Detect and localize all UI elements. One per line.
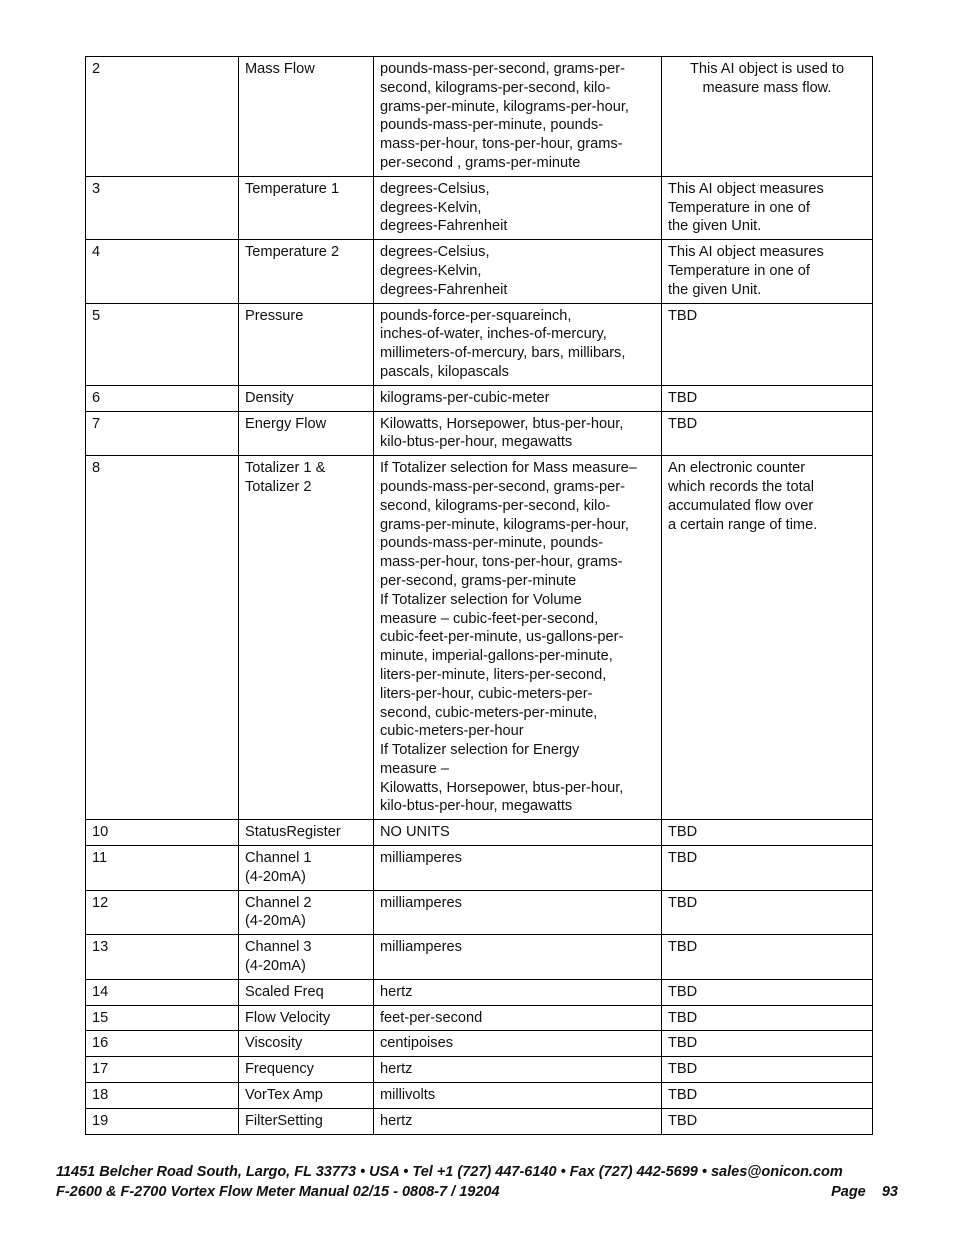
footer-address	[56, 1163, 898, 1181]
object-id-cell: 19	[86, 1108, 239, 1134]
analog-input-table	[85, 56, 873, 1135]
table-row	[86, 1057, 873, 1083]
object-name-cell: Channel 1 (4-20mA)	[239, 846, 374, 891]
table-row	[86, 1005, 873, 1031]
table-body	[86, 57, 873, 1135]
table-row	[86, 456, 873, 820]
table-row	[86, 846, 873, 891]
table-row	[86, 890, 873, 935]
table-row	[86, 820, 873, 846]
object-name-cell: StatusRegister	[239, 820, 374, 846]
units-cell: degrees-Celsius, degrees-Kelvin, degrees-Fahrenheit	[374, 176, 662, 239]
table-row	[86, 385, 873, 411]
object-id-cell: 16	[86, 1031, 239, 1057]
object-name-cell: FilterSetting	[239, 1108, 374, 1134]
object-name-cell: Scaled Freq	[239, 979, 374, 1005]
page-number: Page 93	[831, 1184, 898, 1200]
description-cell: This AI object is used to measure mass flow.	[662, 57, 873, 177]
object-id-cell: 8	[86, 456, 239, 820]
units-cell: kilograms-per-cubic-meter	[374, 385, 662, 411]
table-row	[86, 1031, 873, 1057]
description-cell: TBD	[662, 1031, 873, 1057]
units-cell: NO UNITS	[374, 820, 662, 846]
table-row	[86, 1108, 873, 1134]
description-cell: TBD	[662, 1057, 873, 1083]
units-cell: feet-per-second	[374, 1005, 662, 1031]
units-cell: milliamperes	[374, 935, 662, 980]
description-cell: TBD	[662, 1108, 873, 1134]
object-id-cell: 10	[86, 820, 239, 846]
table-row	[86, 1083, 873, 1109]
units-cell: milliamperes	[374, 890, 662, 935]
object-id-cell: 15	[86, 1005, 239, 1031]
units-cell: Kilowatts, Horsepower, btus-per-hour, kilo-btus-per-hour, megawatts	[374, 411, 662, 456]
units-cell: hertz	[374, 979, 662, 1005]
object-id-cell: 11	[86, 846, 239, 891]
description-cell: This AI object measures Temperature in one of the given Unit.	[662, 240, 873, 303]
units-cell: pounds-force-per-squareinch, inches-of-water, inches-of-mercury, millimeters-of-mercury, bars, millibars, pascals, kilopascals	[374, 303, 662, 385]
object-id-cell: 2	[86, 57, 239, 177]
object-name-cell: Viscosity	[239, 1031, 374, 1057]
manual-title: F-2600 & F-2700 Vortex Flow Meter Manual 02/15 - 0808-7 / 19204	[56, 1184, 500, 1200]
table-row	[86, 176, 873, 239]
table-row	[86, 411, 873, 456]
description-cell: TBD	[662, 820, 873, 846]
description-cell: TBD	[662, 1083, 873, 1109]
description-cell: An electronic counter which records the total accumulated flow over a certain range of time.	[662, 456, 873, 820]
object-name-cell: Pressure	[239, 303, 374, 385]
table-row	[86, 935, 873, 980]
object-id-cell: 13	[86, 935, 239, 980]
units-cell: hertz	[374, 1057, 662, 1083]
object-name-cell: VorTex Amp	[239, 1083, 374, 1109]
table-row	[86, 303, 873, 385]
description-cell: TBD	[662, 846, 873, 891]
description-cell: TBD	[662, 1005, 873, 1031]
units-cell: milliamperes	[374, 846, 662, 891]
units-cell: degrees-Celsius, degrees-Kelvin, degrees-Fahrenheit	[374, 240, 662, 303]
description-cell: TBD	[662, 979, 873, 1005]
object-id-cell: 18	[86, 1083, 239, 1109]
object-id-cell: 5	[86, 303, 239, 385]
units-cell: millivolts	[374, 1083, 662, 1109]
description-cell: TBD	[662, 385, 873, 411]
object-name-cell: Mass Flow	[239, 57, 374, 177]
object-id-cell: 3	[86, 176, 239, 239]
description-cell: TBD	[662, 935, 873, 980]
object-name-cell: Temperature 2	[239, 240, 374, 303]
table-row	[86, 57, 873, 177]
units-cell: hertz	[374, 1108, 662, 1134]
object-id-cell: 6	[86, 385, 239, 411]
object-name-cell: Totalizer 1 & Totalizer 2	[239, 456, 374, 820]
description-cell: TBD	[662, 890, 873, 935]
object-name-cell: Channel 2 (4-20mA)	[239, 890, 374, 935]
table-row	[86, 240, 873, 303]
description-cell: TBD	[662, 303, 873, 385]
object-name-cell: Frequency	[239, 1057, 374, 1083]
object-id-cell: 4	[86, 240, 239, 303]
units-cell: If Totalizer selection for Mass measure– pounds-mass-per-second, grams-per- second, kilograms-per-second, kilo- grams-per-minute, kilograms-per-hour, pounds-mass-per-minute, pounds- mass-per-hour, tons-per-hour, grams- per-second, grams-per-minute If Totalizer selection for Volume measure – cubic-feet-per-second, cubic-feet-per-minute, us-gallons-per- minute, imperial-gallons-per-minute, liters-per-minute, liters-per-second, liters-per-hour, cubic-meters-per- second, cubic-meters-per-minute, cubic-meters-per-hour If Totalizer selection for Energy measure – Kilowatts, Horsepower, btus-per-hour, kilo-btus-per-hour, megawatts	[374, 456, 662, 820]
object-name-cell: Temperature 1	[239, 176, 374, 239]
object-name-cell: Energy Flow	[239, 411, 374, 456]
object-name-cell: Channel 3 (4-20mA)	[239, 935, 374, 980]
description-cell: TBD	[662, 411, 873, 456]
description-cell: This AI object measures Temperature in one of the given Unit.	[662, 176, 873, 239]
footer-manual-info	[56, 1183, 898, 1201]
object-id-cell: 14	[86, 979, 239, 1005]
object-id-cell: 17	[86, 1057, 239, 1083]
units-cell: pounds-mass-per-second, grams-per- second, kilograms-per-second, kilo- grams-per-minute, kilograms-per-hour, pounds-mass-per-minute, pounds- mass-per-hour, tons-per-hour, grams- per-second , grams-per-minute	[374, 57, 662, 177]
object-name-cell: Flow Velocity	[239, 1005, 374, 1031]
object-name-cell: Density	[239, 385, 374, 411]
address-line: 11451 Belcher Road South, Largo, FL 33773 • USA • Tel +1 (727) 447-6140 • Fax (727) 442-5699 • sales@onicon.com	[56, 1164, 843, 1180]
units-cell: centipoises	[374, 1031, 662, 1057]
table-row	[86, 979, 873, 1005]
object-id-cell: 12	[86, 890, 239, 935]
object-id-cell: 7	[86, 411, 239, 456]
